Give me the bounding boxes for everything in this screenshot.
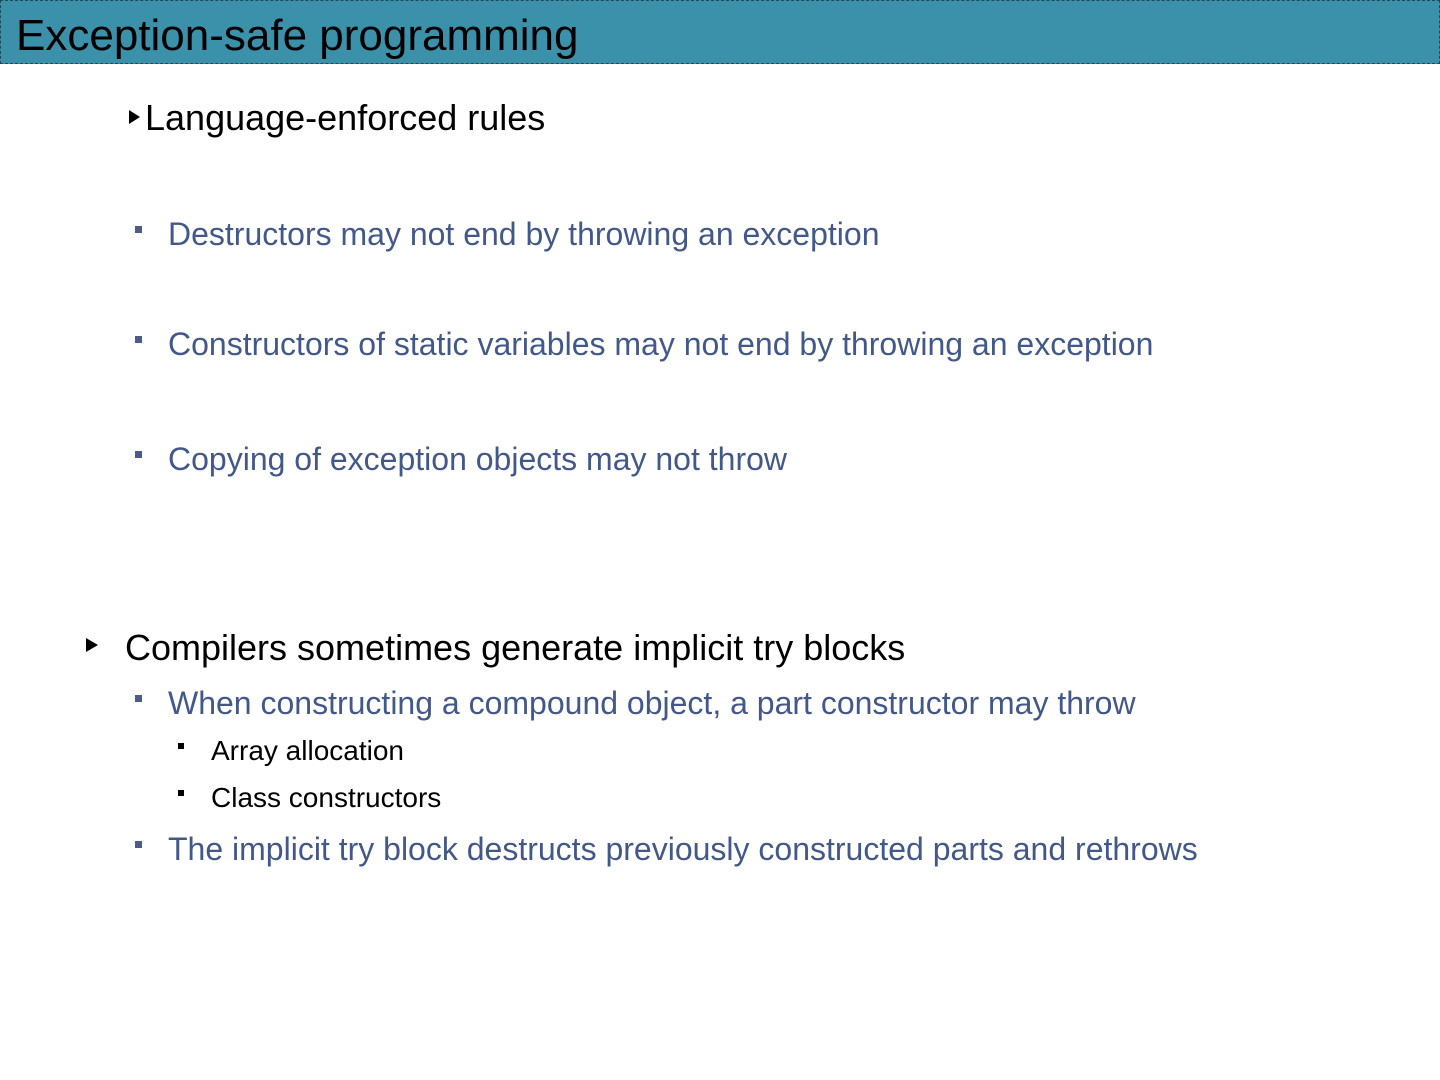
bullet-implicit-try-rethrows: The implicit try block destructs previously constructed parts and rethrows xyxy=(168,831,1198,867)
triangle-bullet-icon xyxy=(86,638,98,652)
sub-bullet-class-constructors: Class constructors xyxy=(211,782,442,813)
section-heading-language-rules: Language-enforced rules xyxy=(145,97,546,138)
square-bullet-icon xyxy=(178,743,184,749)
slide-title: Exception-safe programming xyxy=(16,11,579,60)
bullet-destructors: Destructors may not end by throwing an exception xyxy=(168,216,880,252)
section-heading-implicit-try: Compilers sometimes generate implicit try blocks xyxy=(125,627,906,668)
square-bullet-icon xyxy=(135,451,142,458)
square-bullet-icon xyxy=(135,695,142,702)
bullet-static-constructors: Constructors of static variables may not end by throwing an exception xyxy=(168,326,1154,362)
bullet-compound-object: When constructing a compound object, a part constructor may throw xyxy=(168,685,1136,721)
square-bullet-icon xyxy=(178,790,184,796)
triangle-bullet-icon xyxy=(129,110,140,124)
square-bullet-icon xyxy=(135,336,142,343)
title-bar xyxy=(0,0,1440,64)
sub-bullet-array-allocation: Array allocation xyxy=(211,735,404,766)
square-bullet-icon xyxy=(135,226,142,233)
square-bullet-icon xyxy=(135,841,142,848)
bullet-copying-exceptions: Copying of exception objects may not throw xyxy=(168,441,787,477)
